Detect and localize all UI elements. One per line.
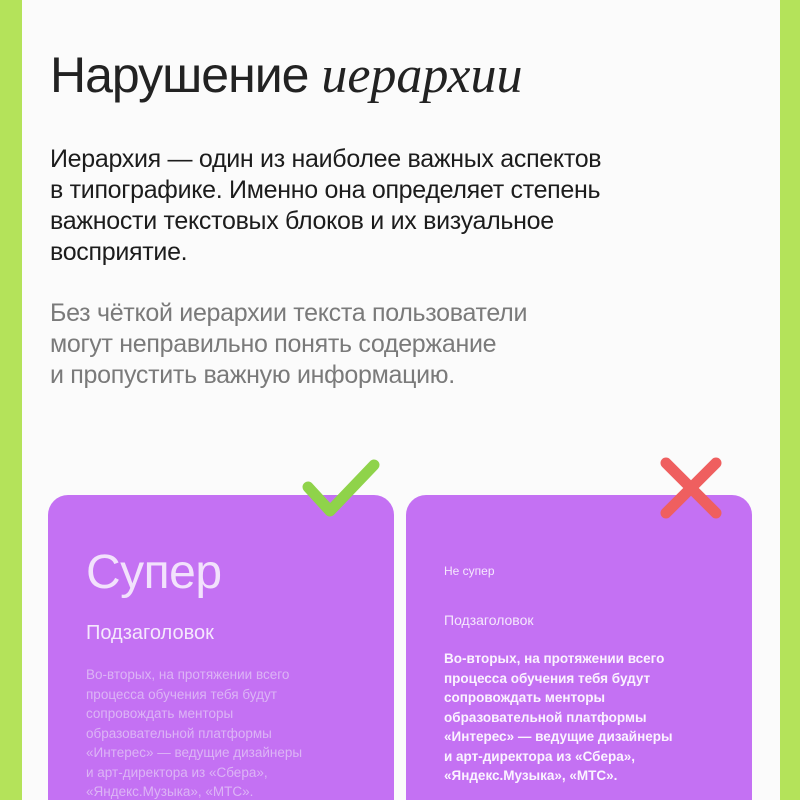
good-card-body-line: «Яндекс.Музыка», «МТС».: [86, 784, 254, 799]
good-card-body-line: сопровождать менторы: [86, 706, 234, 721]
bad-card-body-line: «Интерес» — ведущие дизайнеры: [444, 729, 673, 744]
good-card-body-line: процесса обучения тебя будут: [86, 686, 277, 702]
good-card-body-line: «Интерес» — ведущие дизайнеры: [86, 745, 303, 760]
good-card-body: [86, 665, 366, 800]
good-card-body-line: и арт-директора из «Сбера»,: [86, 764, 268, 780]
good-card-body-line: образовательной платформы: [86, 725, 272, 741]
lead-line: в типографике. Именно она определяет степень: [50, 176, 601, 204]
good-example-card: [48, 495, 394, 800]
bad-card-body-line: и арт-директора из «Сбера»,: [444, 748, 635, 764]
lead-paragraph: [50, 144, 730, 268]
secondary-line: Без чёткой иерархии текста пользователи: [50, 299, 528, 327]
check-icon: [298, 455, 384, 525]
good-card-body-line: Во-вторых, на протяжении всего: [86, 667, 290, 682]
bad-card-body-line: сопровождать менторы: [444, 690, 606, 705]
title-plain: Нарушение: [50, 47, 309, 103]
page-title: [50, 44, 522, 107]
bad-example-card: [406, 495, 752, 800]
bad-card-body-line: процесса обучения тебя будут: [444, 670, 651, 686]
slide-page: [22, 0, 780, 800]
bad-card-body-line: Во-вторых, на протяжении всего: [444, 651, 665, 666]
lead-line: Иерархия — один из наиболее важных аспектов: [50, 145, 602, 173]
good-card-heading: Супер: [86, 546, 222, 599]
bad-card-subheading: Подзаголовок: [444, 612, 534, 628]
lead-line: восприятие.: [50, 238, 188, 266]
lead-line: важности текстовых блоков и их визуальное: [50, 207, 554, 235]
bad-card-body-line: образовательной платформы: [444, 709, 647, 725]
secondary-line: и пропустить важную информацию.: [50, 361, 455, 389]
secondary-paragraph: [50, 298, 730, 391]
good-card-subheading: Подзаголовок: [86, 622, 214, 644]
bad-card-body: [444, 649, 724, 786]
secondary-line: могут неправильно понять содержание: [50, 330, 497, 358]
bad-card-heading: Не супер: [444, 564, 495, 578]
cross-icon: [650, 455, 736, 525]
title-emphasis: иерархии: [321, 47, 523, 104]
bad-card-body-line: «Яндекс.Музыка», «МТС».: [444, 768, 618, 783]
